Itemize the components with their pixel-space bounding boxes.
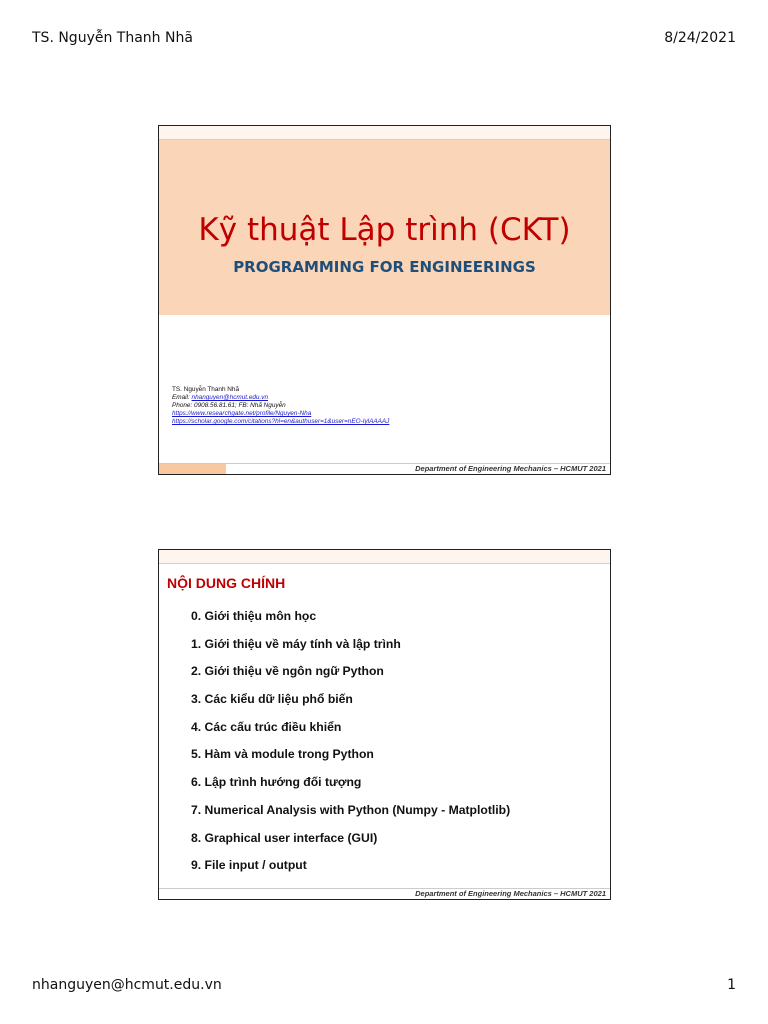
list-item: 3. Các kiểu dữ liệu phổ biến	[191, 692, 353, 707]
list-item: 5. Hàm và module trong Python	[191, 747, 374, 762]
slide-subtitle-text: PROGRAMMING FOR ENGINEERINGS	[233, 258, 536, 276]
author-phone: Phone: 0908.56.81.61; FB: Nhã Nguyễn	[172, 402, 286, 409]
list-item: 7. Numerical Analysis with Python (Numpy - Matplotlib)	[191, 802, 511, 817]
slide-footer-bar	[159, 888, 610, 899]
researchgate-link[interactable]: https://www.researchgate.net/profile/Nguyen-Nha	[172, 410, 312, 417]
slide-top-bar	[159, 126, 610, 140]
scholar-link[interactable]: https://scholar.google.com/citations?hl=en&authuser=1&user=nEO-IylAAAAJ	[172, 418, 390, 425]
page-header-author: TS. Nguyễn Thanh Nhã	[32, 30, 193, 46]
author-name: TS. Nguyễn Thanh Nhã	[172, 386, 240, 393]
list-item: 6. Lập trình hướng đối tượng	[191, 775, 362, 790]
list-item: 1. Giới thiệu về máy tính và lập trình	[191, 636, 401, 651]
author-email-link[interactable]: nhanguyen@hcmut.edu.vn	[191, 394, 269, 401]
footer-accent	[159, 464, 226, 474]
author-email-line	[172, 394, 389, 402]
slide-title-text: Kỹ thuật Lập trình (CKT)	[198, 212, 571, 248]
slide-footer-bar	[159, 463, 610, 474]
list-item: 4. Các cấu trúc điều khiển	[191, 719, 342, 734]
list-item: 2. Giới thiệu về ngôn ngữ Python	[191, 664, 384, 679]
author-info	[172, 386, 389, 426]
title-band	[159, 140, 610, 315]
slide-footer-text: Department of Engineering Mechanics – HCMUT 2021	[415, 464, 606, 473]
slide-footer-text: Department of Engineering Mechanics – HCMUT 2021	[415, 889, 606, 898]
page-footer-email: nhanguyen@hcmut.edu.vn	[32, 977, 222, 993]
slide-title	[158, 125, 611, 475]
list-item: 8. Graphical user interface (GUI)	[191, 830, 378, 845]
page-header-date: 8/24/2021	[664, 30, 736, 46]
list-item: 9. File input / output	[191, 858, 307, 873]
contents-heading: NỘI DUNG CHÍNH	[167, 575, 286, 591]
list-item: 0. Giới thiệu môn học	[191, 609, 317, 623]
page-number: 1	[727, 977, 736, 993]
contents-list	[191, 609, 510, 886]
slide-top-bar	[159, 550, 610, 564]
slide-contents	[158, 549, 611, 900]
author-email-label: Email:	[172, 394, 192, 401]
